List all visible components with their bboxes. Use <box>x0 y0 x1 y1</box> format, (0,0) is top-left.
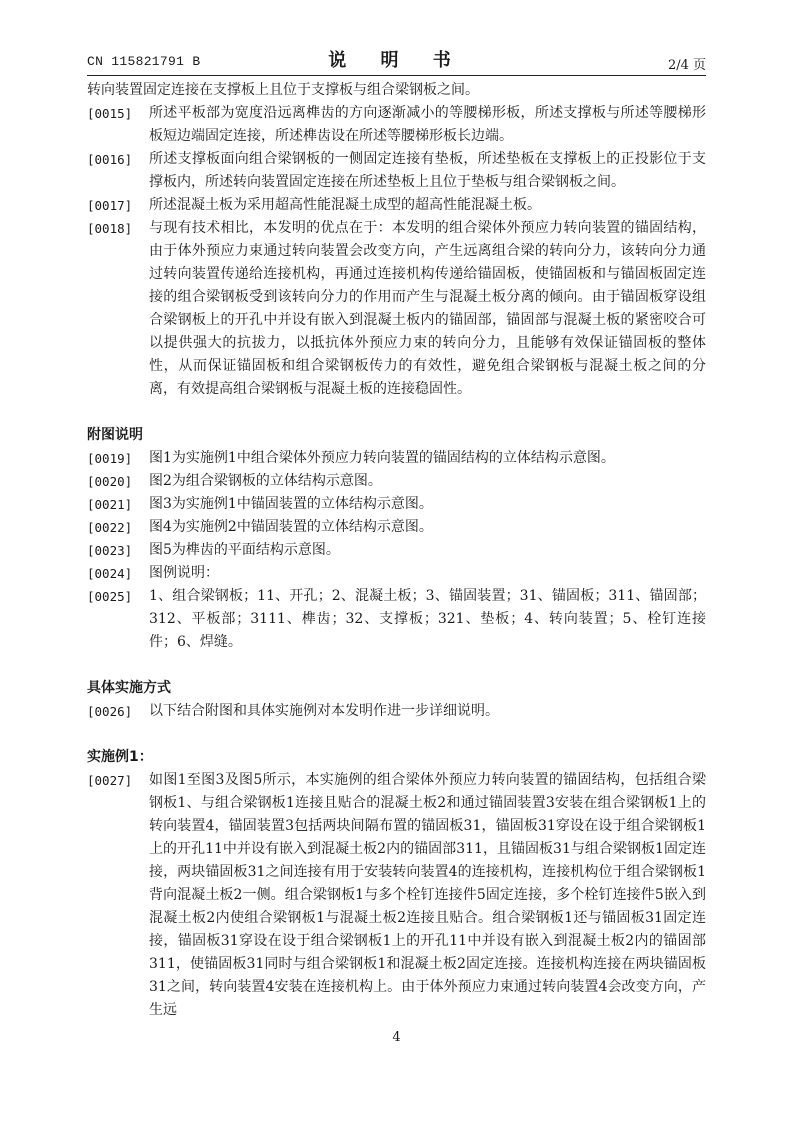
paragraph-0020 <box>87 470 706 493</box>
paragraph-text: 图2为组合梁钢板的立体结构示意图。 <box>149 473 382 489</box>
paragraph-text: 1、组合梁钢板；11、开孔；2、混凝土板；3、锚固装置；31、锚固板；311、锚固部；312、平板部；3111、榫齿；32、支撑板；321、垫板；4、转向装置；5、栓钉连接件；6、焊缝。 <box>149 588 706 650</box>
paragraph-number: [0027] <box>87 773 133 788</box>
paragraph-text: 图例说明： <box>149 565 219 581</box>
paragraph-0024 <box>87 562 706 585</box>
paragraph-0023 <box>87 539 706 562</box>
paragraph-text: 图5为榫齿的平面结构示意图。 <box>149 542 340 558</box>
paragraph-number: [0018] <box>87 221 133 236</box>
paragraph-text: 所述平板部为宽度沿远离榫齿的方向逐渐减小的等腰梯形板，所述支撑板与所述等腰梯形板短边端固定连接，所述榫齿设在所述等腰梯形板长边端。 <box>149 105 706 144</box>
publication-number: CN 115821791 B <box>87 54 201 69</box>
paragraph-text: 以下结合附图和具体实施例对本发明作进一步详细说明。 <box>149 703 499 719</box>
section-heading-figures: 附图说明 <box>87 427 143 443</box>
paragraph-text: 与现有技术相比，本发明的优点在于：本发明的组合梁体外预应力转向装置的锚固结构，由于体外预应力束通过转向装置会改变方向，产生远离组合梁的转向分力，该转向分力通过转向装置传递给连接机构，再通过连接机构传递给锚固板，使锚固板和与锚固板固定连接的组合梁钢板受到该转向分力的作用而产生与混凝土板分离的倾向。由于锚固板穿设组合梁钢板上的开孔中并设有嵌入到混凝土板内的锚固部，锚固部与混凝土板的紧密咬合可以提供强大的抗拔力，以抵抗体外预应力束的转向分力，且能够有效保证锚固板的整体性，从而保证锚固板和组合梁钢板传力的有效性，避免组合梁钢板与混凝土板之间的分离，有效提高组合梁钢板与混凝土板的连接稳固性。 <box>149 220 706 397</box>
paragraph-number: [0020] <box>87 474 133 489</box>
paragraph-number: [0026] <box>87 704 133 719</box>
paragraph-text: 图1为实施例1中组合梁体外预应力转向装置的锚固结构的立体结构示意图。 <box>149 450 615 466</box>
paragraph-0025 <box>87 585 706 654</box>
paragraph-number: [0022] <box>87 520 133 535</box>
paragraph-text: 图4为实施例2中锚固装置的立体结构示意图。 <box>149 519 433 535</box>
paragraph-number: [0024] <box>87 566 133 581</box>
paragraph-0022 <box>87 516 706 539</box>
paragraph-0019 <box>87 447 706 470</box>
section-heading-example-1: 实施例1： <box>87 749 153 765</box>
paragraph-number: [0023] <box>87 543 133 558</box>
document-title: 说 明 书 <box>328 50 465 71</box>
page-info: 2/4 页 <box>667 58 706 73</box>
page-header <box>87 46 706 72</box>
paragraph-number: [0015] <box>87 106 133 121</box>
paragraph-text: 所述混凝土板为采用超高性能混凝土成型的超高性能混凝土板。 <box>149 197 541 213</box>
paragraph-0017 <box>87 194 706 217</box>
paragraph-0018 <box>87 217 706 401</box>
paragraph-0027 <box>87 769 706 1022</box>
document-body <box>87 79 706 1022</box>
section-heading-embodiment: 具体实施方式 <box>87 680 171 696</box>
paragraph-number: [0016] <box>87 152 133 167</box>
page-number: 4 <box>392 1030 401 1045</box>
paragraph-text: 如图1至图3及图5所示，本实施例的组合梁体外预应力转向装置的锚固结构，包括组合梁钢板1、与组合梁钢板1连接且贴合的混凝土板2和通过锚固装置3安装在组合梁钢板1上的转向装置4，锚固装置3包括两块间隔布置的锚固板31，锚固板31穿设在设于组合梁钢板1上的开孔11中并设有嵌入到混凝土板2内的锚固部311，且锚固板31与组合梁钢板1固定连接，两块锚固板31之间连接有用于安装转向装置4的连接机构，连接机构位于组合梁钢板1背向混凝土板2一侧。组合梁钢板1与多个栓钉连接件5固定连接，多个栓钉连接件5嵌入到混凝土板2内使组合梁钢板1与混凝土板2连接且贴合。组合梁钢板1还与锚固板31固定连接，锚固板31穿设在设于组合梁钢板1上的开孔11中并设有嵌入到混凝土板2内的锚固部311，使锚固板31同时与组合梁钢板1和混凝土板2固定连接。连接机构连接在两块锚固板31之间，转向装置4安装在连接机构上。由于体外预应力束通过转向装置4会改变方向，产生远 <box>149 772 706 1018</box>
paragraph-number: [0025] <box>87 589 133 604</box>
paragraph-0015 <box>87 102 706 148</box>
paragraph-0016 <box>87 148 706 194</box>
paragraph-number: [0021] <box>87 497 133 512</box>
header-divider <box>87 75 706 76</box>
paragraph-number: [0019] <box>87 451 133 466</box>
paragraph-0021 <box>87 493 706 516</box>
paragraph-number: [0017] <box>87 198 133 213</box>
continuation-text: 转向装置固定连接在支撑板上且位于支撑板与组合梁钢板之间。 <box>87 82 479 98</box>
paragraph-0026 <box>87 700 706 723</box>
paragraph-text: 图3为实施例1中锚固装置的立体结构示意图。 <box>149 496 433 512</box>
paragraph-text: 所述支撑板面向组合梁钢板的一侧固定连接有垫板，所述垫板在支撑板上的正投影位于支撑板内，所述转向装置固定连接在所述垫板上且位于垫板与组合梁钢板之间。 <box>149 151 706 190</box>
